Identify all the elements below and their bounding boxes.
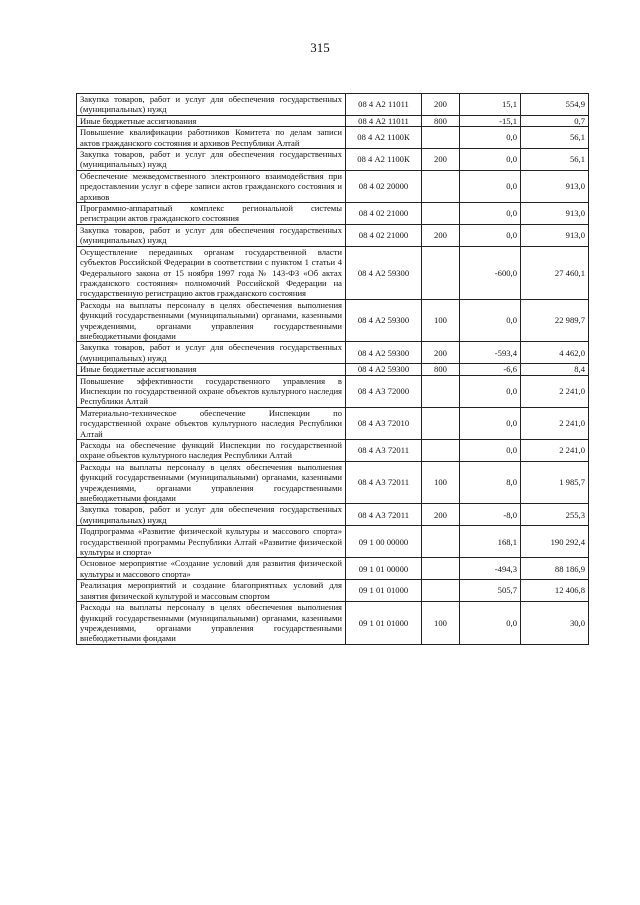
table-row [77,299,589,342]
total-amount-cell: 8,4 [521,364,589,375]
row-name-cell: Программно-аппаратный комплекс региональной системы регистрации актов гражданского состояния [77,203,346,225]
row-name-cell: Расходы на обеспечение функций Инспекции по государственной охране объектов культурного наследия Республики Алтай [77,440,346,462]
expense-type-cell: 100 [422,602,460,645]
row-name-cell: Расходы на выплаты персоналу в целях обеспечения выполнения функций государственными (муниципальными) органами, казенными учреждениями, органами управления государственными внебюджетными фондами [77,461,346,504]
total-amount-cell: 0,7 [521,115,589,126]
target-code-cell: 08 4 А2 59300 [346,246,422,299]
table-row [77,440,589,462]
total-amount-cell: 56,1 [521,149,589,171]
table-row [77,203,589,225]
row-name-cell: Иные бюджетные ассигнования [77,364,346,375]
target-code-cell: 09 1 01 00000 [346,558,422,580]
change-amount-cell: 8,0 [460,461,521,504]
target-code-cell: 08 4 А2 59300 [346,299,422,342]
change-amount-cell: -593,4 [460,342,521,364]
expense-type-cell [422,526,460,558]
target-code-cell: 09 1 01 01000 [346,602,422,645]
change-amount-cell: 0,0 [460,440,521,462]
target-code-cell: 08 4 А2 11011 [346,94,422,116]
total-amount-cell: 30,0 [521,602,589,645]
change-amount-cell: 0,0 [460,602,521,645]
total-amount-cell: 27 460,1 [521,246,589,299]
budget-table-body [77,94,589,645]
change-amount-cell: 0,0 [460,170,521,202]
expense-type-cell [422,127,460,149]
target-code-cell: 08 4 А3 72010 [346,407,422,439]
row-name-cell: Расходы на выплаты персоналу в целях обеспечения выполнения функций государственными (муниципальными) органами, казенными учреждениями, органами управления государственными внебюджетными фондами [77,299,346,342]
row-name-cell: Закупка товаров, работ и услуг для обеспечения государственных (муниципальных) нужд [77,224,346,246]
target-code-cell: 08 4 02 20000 [346,170,422,202]
change-amount-cell: 0,0 [460,375,521,407]
change-amount-cell: 0,0 [460,224,521,246]
expense-type-cell: 800 [422,364,460,375]
table-row [77,504,589,526]
total-amount-cell: 88 186,9 [521,558,589,580]
table-row [77,149,589,171]
total-amount-cell: 913,0 [521,224,589,246]
table-row [77,580,589,602]
total-amount-cell: 190 292,4 [521,526,589,558]
expense-type-cell [422,375,460,407]
table-row [77,127,589,149]
change-amount-cell: 0,0 [460,407,521,439]
target-code-cell: 08 4 02 21000 [346,224,422,246]
budget-table [76,93,589,645]
total-amount-cell: 2 241,0 [521,440,589,462]
expense-type-cell: 200 [422,224,460,246]
expense-type-cell [422,246,460,299]
change-amount-cell: -6,6 [460,364,521,375]
expense-type-cell [422,170,460,202]
expense-type-cell: 100 [422,299,460,342]
table-row [77,364,589,375]
change-amount-cell: -494,3 [460,558,521,580]
expense-type-cell [422,407,460,439]
row-name-cell: Реализация мероприятий и создание благоприятных условий для занятия физической культурой и массовым спортом [77,580,346,602]
total-amount-cell: 255,3 [521,504,589,526]
table-row [77,170,589,202]
target-code-cell: 08 4 А3 72011 [346,504,422,526]
expense-type-cell: 200 [422,342,460,364]
expense-type-cell [422,440,460,462]
table-row [77,526,589,558]
target-code-cell: 08 4 А3 72011 [346,440,422,462]
total-amount-cell: 2 241,0 [521,375,589,407]
row-name-cell: Расходы на выплаты персоналу в целях обеспечения выполнения функций государственными (муниципальными) органами, казенными учреждениями, органами управления государственными внебюджетными фондами [77,602,346,645]
total-amount-cell: 4 462,0 [521,342,589,364]
row-name-cell: Закупка товаров, работ и услуг для обеспечения государственных (муниципальных) нужд [77,94,346,116]
table-row [77,115,589,126]
table-row [77,94,589,116]
target-code-cell: 08 4 А3 72000 [346,375,422,407]
change-amount-cell: -15,1 [460,115,521,126]
row-name-cell: Основное мероприятие «Создание условий для развития физической культуры и массового спорта» [77,558,346,580]
table-row [77,602,589,645]
table-row [77,407,589,439]
expense-type-cell [422,203,460,225]
target-code-cell: 09 1 00 00000 [346,526,422,558]
table-row [77,375,589,407]
row-name-cell: Закупка товаров, работ и услуг для обеспечения государственных (муниципальных) нужд [77,504,346,526]
target-code-cell: 08 4 А2 59300 [346,342,422,364]
expense-type-cell: 100 [422,461,460,504]
change-amount-cell: 0,0 [460,149,521,171]
change-amount-cell: 15,1 [460,94,521,116]
row-name-cell: Осуществление переданных органам государственной власти субъектов Российской Федерации в соответствии с пунктом 1 статьи 4 Федерального закона от 15 ноября 1997 года № 143-ФЗ «Об актах гражданского состояния» полномочий Российской Федерации на государственную регистрацию актов гражданского состояния [77,246,346,299]
total-amount-cell: 1 985,7 [521,461,589,504]
total-amount-cell: 22 989,7 [521,299,589,342]
target-code-cell: 08 4 А3 72011 [346,461,422,504]
expense-type-cell: 200 [422,149,460,171]
target-code-cell: 08 4 А2 1100К [346,127,422,149]
row-name-cell: Закупка товаров, работ и услуг для обеспечения государственных (муниципальных) нужд [77,149,346,171]
change-amount-cell: 505,7 [460,580,521,602]
expense-type-cell: 200 [422,504,460,526]
total-amount-cell: 554,9 [521,94,589,116]
target-code-cell: 09 1 01 01000 [346,580,422,602]
change-amount-cell: -8,0 [460,504,521,526]
table-row [77,224,589,246]
target-code-cell: 08 4 А2 1100К [346,149,422,171]
change-amount-cell: -600,0 [460,246,521,299]
expense-type-cell [422,580,460,602]
expense-type-cell: 200 [422,94,460,116]
row-name-cell: Материально-техническое обеспечение Инспекции по государственной охране объектов культурного наследия Республики Алтай [77,407,346,439]
total-amount-cell: 12 406,8 [521,580,589,602]
page-number: 315 [310,40,330,55]
row-name-cell: Иные бюджетные ассигнования [77,115,346,126]
target-code-cell: 08 4 А2 59300 [346,364,422,375]
row-name-cell: Подпрограмма «Развитие физической культуры и массового спорта» государственной программы Республики Алтай «Развитие физической культуры и спорта» [77,526,346,558]
total-amount-cell: 913,0 [521,170,589,202]
table-row [77,342,589,364]
row-name-cell: Обеспечение межведомственного электронного взаимодействия при предоставлении услуг в сфере записи актов гражданского состояния и архивов [77,170,346,202]
expense-type-cell [422,558,460,580]
change-amount-cell: 0,0 [460,299,521,342]
row-name-cell: Повышение эффективности государственного управления в Инспекции по государственной охране объектов культурного наследия Республики Алтай [77,375,346,407]
table-row [77,246,589,299]
expense-type-cell: 800 [422,115,460,126]
total-amount-cell: 913,0 [521,203,589,225]
table-row [77,461,589,504]
row-name-cell: Закупка товаров, работ и услуг для обеспечения государственных (муниципальных) нужд [77,342,346,364]
change-amount-cell: 0,0 [460,127,521,149]
total-amount-cell: 2 241,0 [521,407,589,439]
target-code-cell: 08 4 А2 11011 [346,115,422,126]
target-code-cell: 08 4 02 21000 [346,203,422,225]
table-row [77,558,589,580]
change-amount-cell: 168,1 [460,526,521,558]
row-name-cell: Повышение квалификации работников Комитета по делам записи актов гражданского состояния и архивов Республики Алтай [77,127,346,149]
change-amount-cell: 0,0 [460,203,521,225]
total-amount-cell: 56,1 [521,127,589,149]
